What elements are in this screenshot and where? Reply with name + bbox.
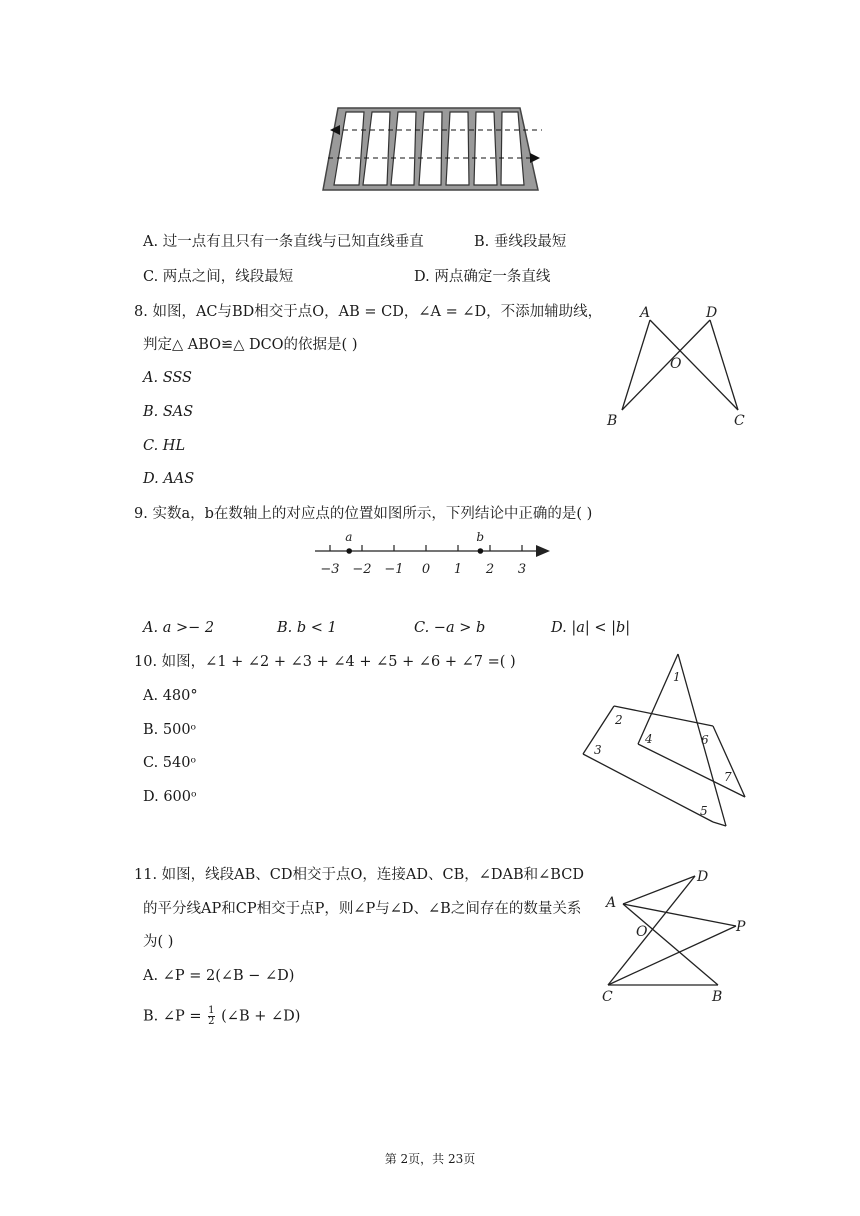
q8-figure	[600, 300, 760, 435]
q8-stem-line1: 8. 如图，AC与BD相交于点O，AB = CD，∠A = ∠D，不添加辅助线，	[134, 304, 603, 320]
q10-option-d: D. 600ᵒ	[143, 789, 197, 805]
q8-stem-line2: 判定△ ABO≌△ DCO的依据是( )	[143, 337, 358, 353]
q9-tick-label: −2	[352, 562, 372, 577]
q8-option-d: D. AAS	[143, 471, 195, 487]
q10-option-a: A. 480°	[143, 688, 198, 704]
q11-label-p: P	[736, 919, 746, 935]
q11-label-o: O	[636, 924, 648, 940]
q9-point-label-a: a	[345, 530, 353, 544]
q8-label-o: O	[670, 356, 682, 372]
q7-option-b: B. 垂线段最短	[474, 234, 567, 250]
q11-option-a: A. ∠P = 2(∠B − ∠D)	[143, 968, 295, 984]
q9-stem: 9. 实数a，b在数轴上的对应点的位置如图所示，下列结论中正确的是( )	[134, 506, 593, 522]
q8-label-a: A	[640, 305, 651, 321]
q9-number-line	[300, 525, 560, 580]
q10-stem: 10. 如图，∠1 + ∠2 + ∠3 + ∠4 + ∠5 + ∠6 + ∠7 =( )	[134, 654, 516, 670]
q7-option-c: C. 两点之间，线段最短	[143, 269, 294, 285]
q11-label-d: D	[697, 869, 709, 885]
q8-label-c: C	[734, 413, 745, 429]
q11-option-b-fraction	[208, 1006, 214, 1027]
q9-axis-arrow-icon	[536, 545, 550, 557]
q11-label-b: B	[712, 989, 723, 1005]
q9-tick-label: 2	[485, 562, 495, 577]
q11-stem-line1: 11. 如图，线段AB、CD相交于点O，连接AD、CB，∠DAB和∠BCD	[134, 867, 584, 883]
q7-figure	[320, 100, 550, 200]
q9-option-d: D. |a| < |b|	[551, 620, 631, 636]
q9-tick-label: 3	[517, 562, 527, 577]
q9-option-a: A. a >− 2	[143, 620, 215, 636]
q11-label-a: A	[606, 895, 617, 911]
page-footer: 第 2页，共 23页	[384, 1152, 476, 1166]
q9-point-label-b: b	[476, 530, 485, 544]
q9-tick-label: 0	[421, 562, 431, 577]
q9-tick-label: −1	[384, 562, 404, 577]
q10-angle-label-7: 7	[724, 770, 732, 784]
q7-right-arrow-icon	[530, 153, 540, 163]
q8-label-d: D	[706, 305, 718, 321]
q10-angle-label-3: 3	[594, 743, 602, 757]
q9-option-b: B. b < 1	[277, 620, 337, 636]
q11-fraction-denominator: 2	[208, 1016, 215, 1027]
q7-option-d: D. 两点确定一条直线	[414, 269, 551, 285]
q7-option-a: A. 过一点有且只有一条直线与已知直线垂直	[143, 234, 424, 250]
q10-angle-label-6: 6	[701, 733, 709, 747]
q9-tick-label: −3	[320, 562, 340, 577]
q10-angle-label-2: 2	[615, 713, 623, 727]
q11-option-b-prefix: B. ∠P =	[143, 1008, 202, 1025]
q9-point-b	[478, 548, 484, 554]
q10-option-b: B. 500ᵒ	[143, 722, 197, 738]
q11-figure	[598, 862, 758, 1007]
q8-option-a: A. SSS	[143, 370, 192, 386]
q10-angle-label-5: 5	[700, 804, 708, 818]
q10-option-c: C. 540ᵒ	[143, 755, 197, 771]
q11-label-c: C	[602, 989, 613, 1005]
q9-tick-label: 1	[453, 562, 463, 577]
q11-option-b-suffix: (∠B + ∠D)	[221, 1008, 301, 1025]
q10-figure	[578, 650, 753, 835]
q9-option-c: C. −a > b	[414, 620, 486, 636]
q11-stem-line3: 为( )	[143, 934, 174, 950]
q9-point-a	[346, 548, 352, 554]
q10-angle-label-1: 1	[673, 670, 681, 684]
q11-option-b	[143, 1006, 300, 1027]
q8-option-c: C. HL	[143, 438, 186, 454]
q8-option-b: B. SAS	[143, 404, 194, 420]
q11-stem-line2: 的平分线AP和CP相交于点P，则∠P与∠D、∠B之间存在的数量关系	[143, 901, 582, 917]
q10-angle-label-4: 4	[645, 732, 653, 746]
q8-label-b: B	[607, 413, 618, 429]
q11-fraction-numerator: 1	[208, 1005, 215, 1016]
